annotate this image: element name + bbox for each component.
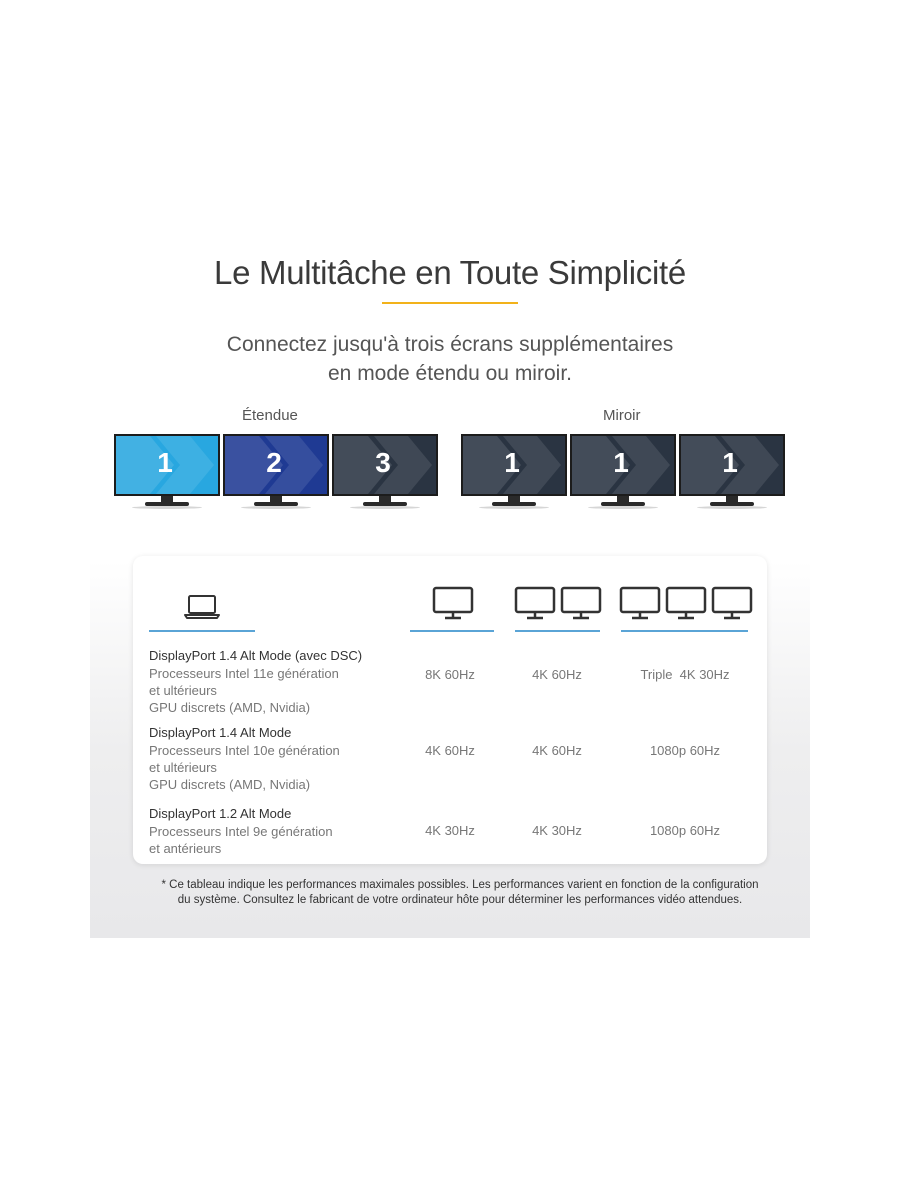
row-1-detail: et ultérieurs — [149, 683, 217, 698]
extended-mode-label: Étendue — [242, 407, 298, 424]
monitor-number: 1 — [613, 447, 629, 478]
subtitle-line-2: en mode étendu ou miroir. — [328, 362, 572, 385]
monitor-icon — [560, 586, 602, 622]
row-2-detail: GPU discrets (AMD, Nvidia) — [149, 777, 311, 792]
monitor-mirror-1 — [461, 434, 567, 509]
row-2-single: 4K 60Hz — [425, 743, 475, 758]
monitor-icon — [619, 586, 661, 622]
monitor-icon — [432, 586, 474, 622]
row-1-detail: GPU discrets (AMD, Nvidia) — [149, 700, 311, 715]
row-1-dual: 4K 60Hz — [532, 667, 582, 682]
row-1-title: DisplayPort 1.4 Alt Mode (avec DSC) — [149, 648, 363, 663]
monitor-extended-3 — [332, 434, 438, 509]
monitor-number: 1 — [504, 447, 520, 478]
subtitle — [0, 330, 900, 388]
subtitle-line-1: Connectez jusqu'à trois écrans supplémentaires — [226, 333, 674, 356]
monitor-mirror-3 — [679, 434, 785, 509]
monitor-number: 3 — [375, 447, 391, 478]
monitor-number: 1 — [157, 447, 173, 478]
footnote — [120, 878, 800, 908]
row-3-triple: 1080p 60Hz — [649, 823, 721, 838]
monitor-extended-2 — [223, 434, 329, 509]
header-underline — [621, 630, 748, 632]
row-3-title: DisplayPort 1.2 Alt Mode — [149, 806, 292, 821]
row-3-detail: Processeurs Intel 9e génération — [149, 824, 333, 839]
monitor-extended-1 — [114, 434, 220, 509]
footnote-line-2: du système. Consultez le fabricant de votre ordinateur hôte pour déterminer les performances vidéo attendues. — [177, 894, 743, 906]
row-2-title: DisplayPort 1.4 Alt Mode — [149, 725, 292, 740]
title-underline — [382, 302, 518, 304]
mirror-mode-label: Miroir — [603, 407, 641, 424]
monitor-icon — [665, 586, 707, 622]
page-title: Le Multitâche en Toute Simplicité — [214, 254, 686, 291]
footnote-line-1: * Ce tableau indique les performances maximales possibles. Les performances varient en fonction de la configuration — [161, 879, 759, 891]
row-3-detail: et antérieurs — [149, 841, 222, 856]
monitor-icon — [514, 586, 556, 622]
monitor-number: 2 — [266, 447, 282, 478]
monitor-mirror-2 — [570, 434, 676, 509]
row-1-detail: Processeurs Intel 11e génération — [149, 666, 339, 681]
header-underline — [410, 630, 494, 632]
monitor-icon — [711, 586, 753, 622]
row-3-dual: 4K 30Hz — [532, 823, 582, 838]
row-2-dual: 4K 60Hz — [532, 743, 582, 758]
row-2-triple: 1080p 60Hz — [649, 743, 721, 758]
monitor-number: 1 — [722, 447, 738, 478]
row-1-single: 8K 60Hz — [425, 667, 475, 682]
row-3-single: 4K 30Hz — [425, 823, 475, 838]
laptop-icon — [183, 594, 221, 620]
header-underline — [149, 630, 255, 632]
row-1-triple: Triple 4K 30Hz — [640, 667, 730, 682]
row-2-detail: et ultérieurs — [149, 760, 217, 775]
row-2-detail: Processeurs Intel 10e génération — [149, 743, 340, 758]
header-underline — [515, 630, 600, 632]
